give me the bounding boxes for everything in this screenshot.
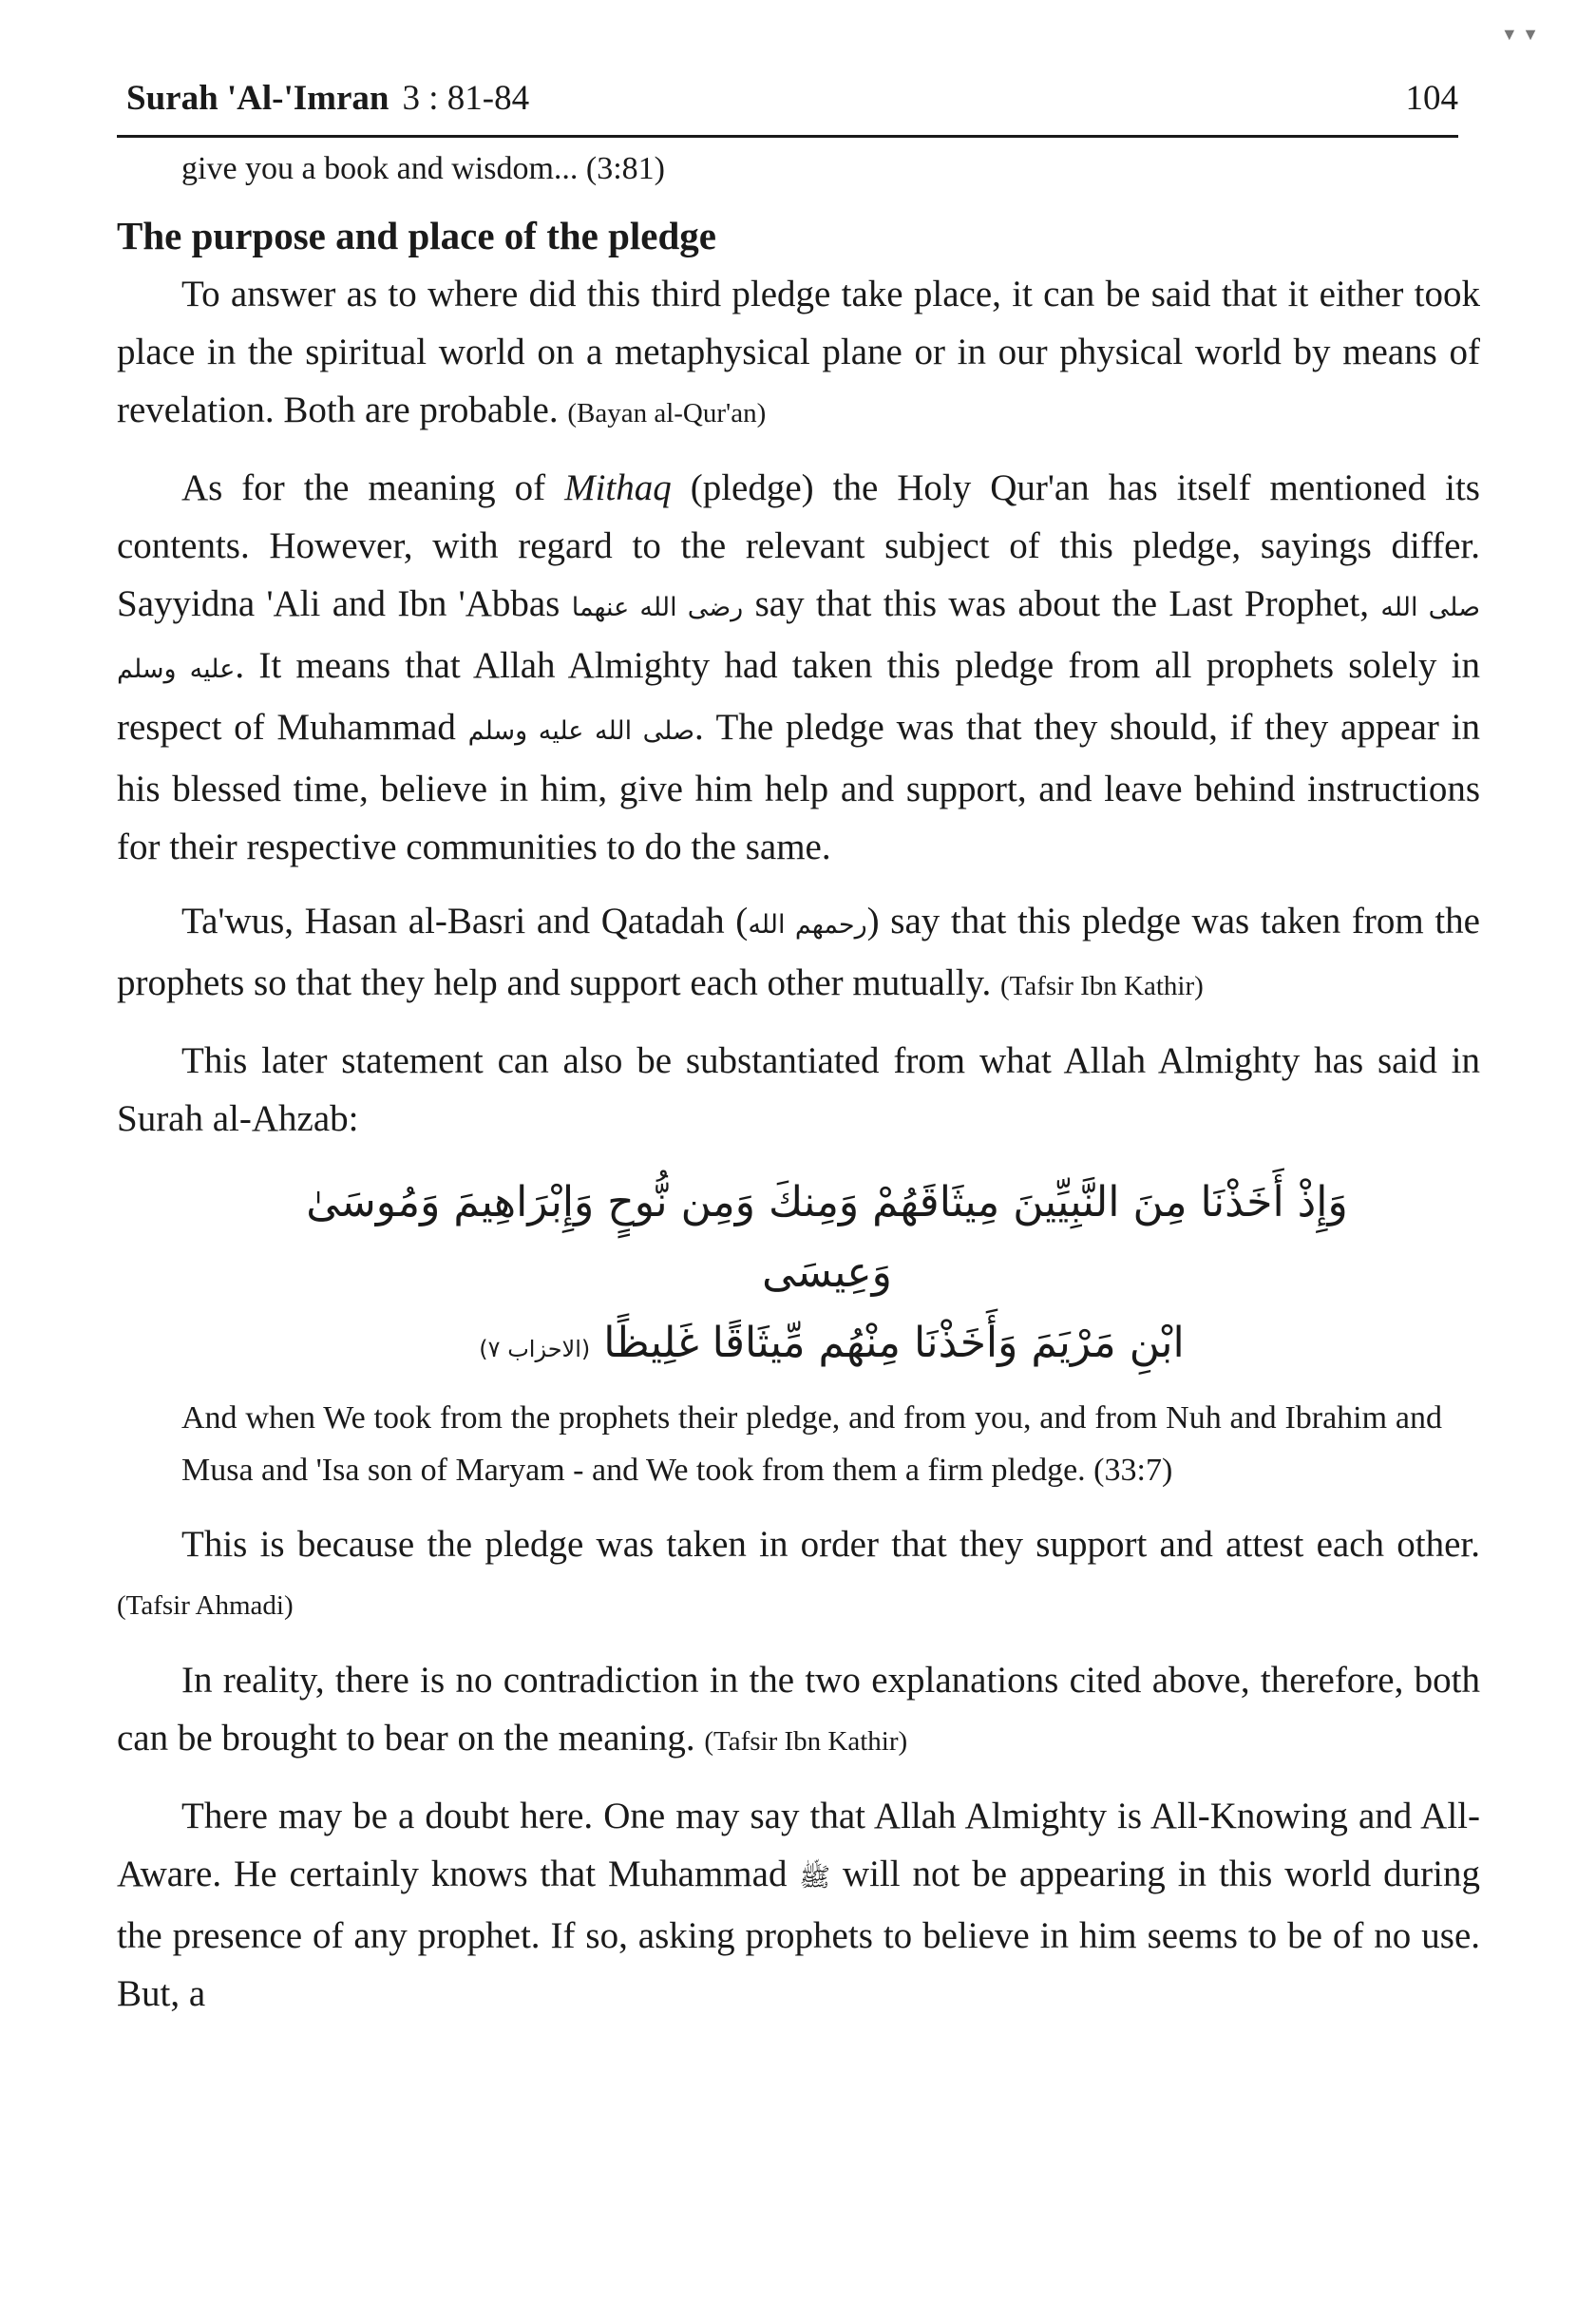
arabic-honorific: صلی الله علیه وسلم	[467, 716, 695, 746]
text-span: ) say that this pledge was taken from the prophets so that they help and support each other mutually.	[117, 901, 1480, 1003]
verse-source: (الاحزاب ۷)	[479, 1336, 591, 1362]
arabic-honorific: رحمهم الله	[748, 910, 867, 940]
arabic-verse	[117, 1164, 1480, 1384]
paragraph-5	[117, 1515, 1480, 1635]
paragraph-4: This later statement can also be substantiated from what Allah Almighty has said in Surah al-Ahzab:	[117, 1040, 1480, 1139]
text-span: Ta'wus, Hasan al-Basri and Qatadah (	[181, 901, 749, 941]
arabic-verse-text: ابْنِ مَرْيَمَ وَأَخَذْنَا مِنْهُم مِّيثَاقًا غَلِيظًا	[603, 1319, 1185, 1367]
corner-marks: ▼ ▼	[1500, 25, 1539, 44]
paragraph-6	[117, 1651, 1480, 1771]
quote-continuation: give you a book and wisdom... (3:81)	[181, 151, 665, 186]
paragraph-1	[117, 265, 1480, 443]
page-content	[117, 143, 1480, 2039]
citation: (Tafsir Ibn Kathir)	[1000, 971, 1204, 1001]
arabic-honorific: رضی الله عنهما	[571, 593, 744, 622]
arabic-verse-line-1: وَإِذْ أَخَذْنَا مِنَ النَّبِيِّينَ مِيثَاقَهُمْ وَمِنكَ وَمِن نُّوحٍ وَإِبْرَاهِيمَ وَمُوسَىٰ وَعِيسَى	[306, 1178, 1348, 1297]
text-span: . The pledge was that they should, if they appear in his blessed time, believe in him, give him help and support, and leave behind instructions for their respective communities to do the same.	[117, 707, 1480, 867]
text-span: (pledge) the Holy Qur'an has itself mentioned its contents. However, with regard to the relevant subject of this pledge, sayings differ. Sayyidna 'Ali and Ibn 'Abbas	[117, 467, 1480, 624]
paragraph-2	[117, 459, 1480, 876]
paragraph-text: To answer as to where did this third pledge take place, it can be said that it either took place in the spiritual world on a metaphysical plane or in our physical world by means of revelation. Both are probable.	[117, 274, 1480, 430]
text-span: As for the meaning of	[181, 467, 565, 508]
verse-translation: And when We took from the prophets their pledge, and from you, and from Nuh and Ibrahim and Musa and 'Isa son of Maryam - and We took from them a firm pledge. (33:7)	[181, 1400, 1442, 1488]
citation: (Tafsir Ibn Kathir)	[704, 1726, 908, 1757]
verse-range: 3 : 81-84	[402, 79, 530, 118]
salutation-glyph: ﷺ	[799, 1863, 830, 1892]
text-span: There may be a doubt here. One may say that Allah Almighty is All-Knowing and All-Aware. He certainly knows that Muhammad	[117, 1796, 1480, 1894]
page-number: 104	[1405, 79, 1458, 118]
paragraph-7	[117, 1787, 1480, 2023]
paragraph-text: This is because the pledge was taken in order that they support and attest each other.	[181, 1524, 1480, 1565]
running-header	[117, 67, 1458, 138]
text-span: say that this was about the Last Prophet,	[743, 583, 1381, 624]
surah-name: Surah 'Al-'Imran	[126, 79, 390, 118]
citation: (Bayan al-Qur'an)	[567, 398, 767, 428]
header-title	[126, 78, 529, 119]
section-heading: The purpose and place of the pledge	[117, 214, 716, 257]
arabic-honorific: صلی الله علیه وسلم	[117, 593, 1481, 684]
paragraph-3	[117, 892, 1480, 1016]
text-span: . It means that Allah Almighty had taken this pledge from all prophets solely in respect of Muhammad	[117, 645, 1480, 748]
paragraph-text: In reality, there is no contradiction in the two explanations cited above, therefore, both can be brought to bear on the meaning.	[117, 1660, 1480, 1759]
arabic-verse-line-2	[269, 1308, 1385, 1384]
italic-term: Mithaq	[564, 467, 672, 508]
text-span: will not be appearing in this world during the presence of any prophet. If so, asking prophets to believe in him seems to be of no use. But, a	[117, 1854, 1480, 2014]
citation: (Tafsir Ahmadi)	[117, 1590, 294, 1621]
